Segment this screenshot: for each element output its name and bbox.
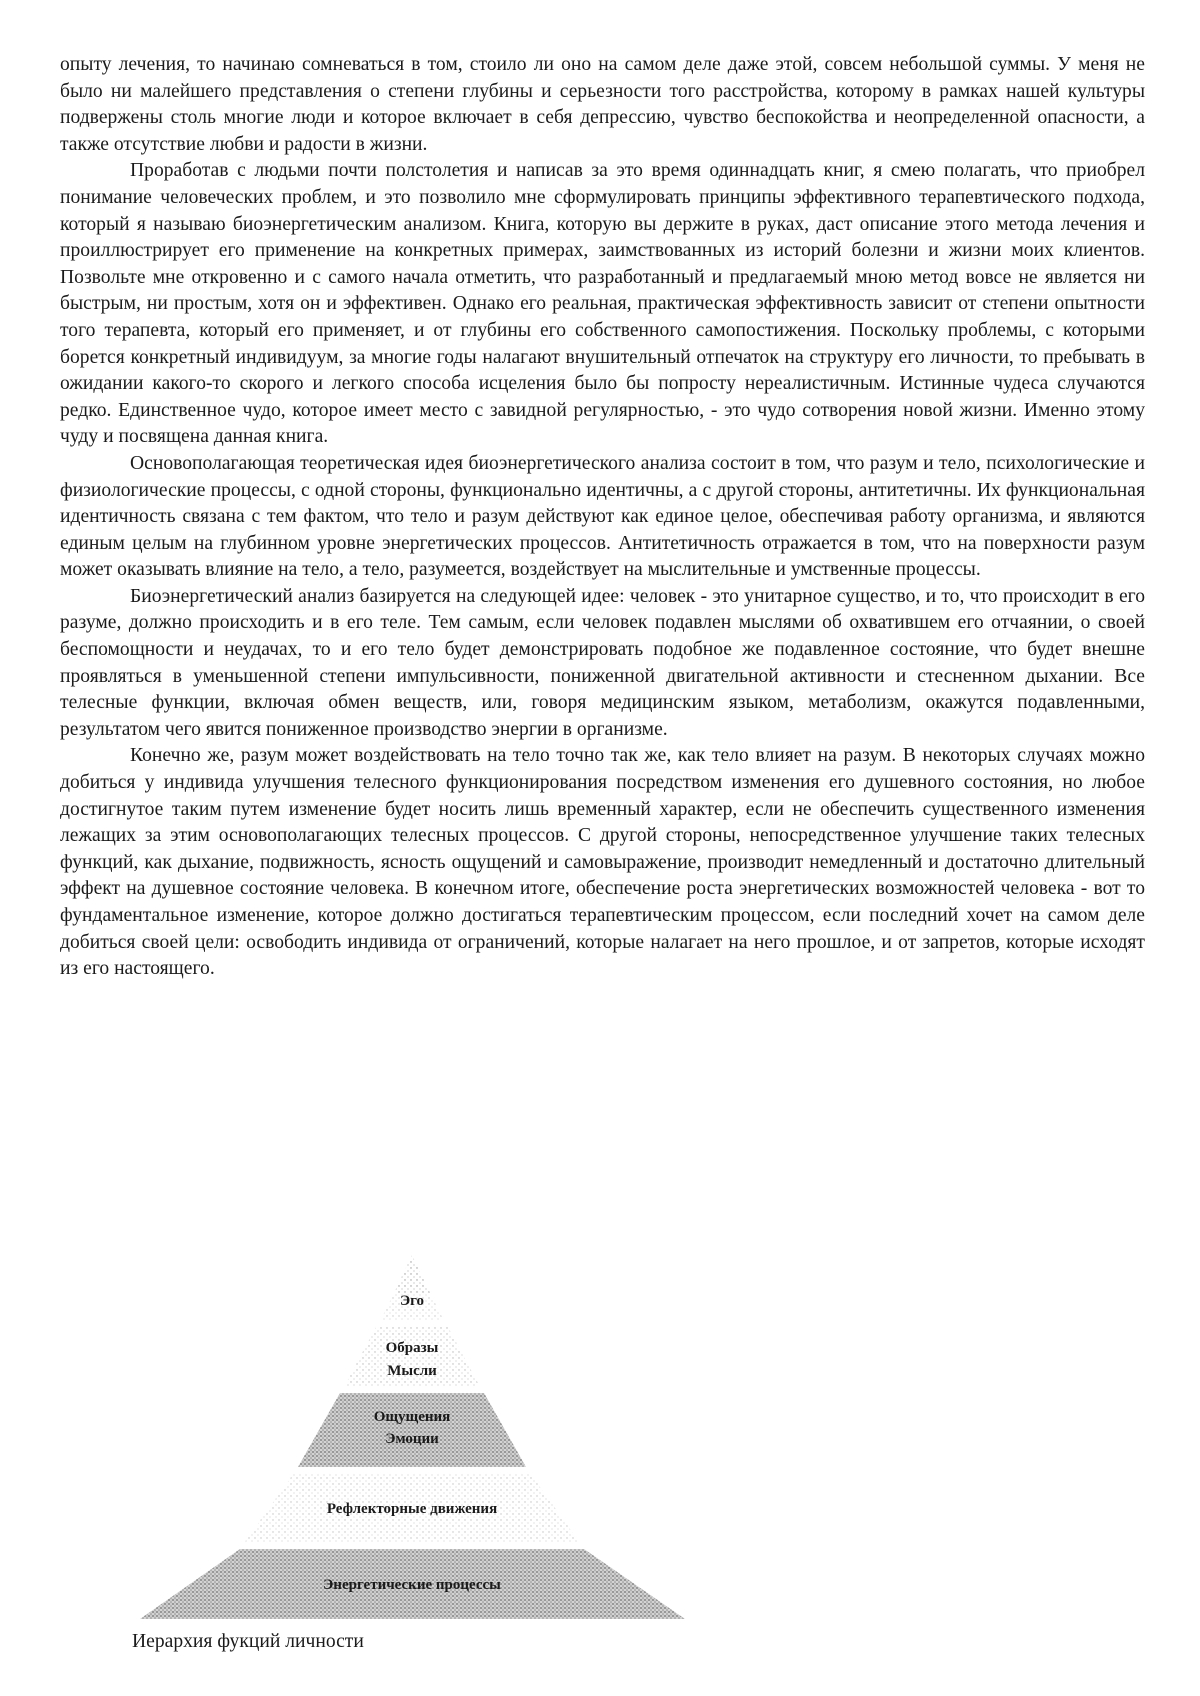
pyramid-figure	[140, 1255, 685, 1625]
pyramid-label-sensations: Ощущения	[373, 1409, 451, 1425]
pyramid-diagram	[140, 1255, 685, 1625]
pyramid-tier-feelings	[298, 1393, 526, 1467]
pyramid-label-emotions: Эмоции	[385, 1431, 439, 1447]
paragraph-unitary-being: Биоэнергетический анализ базируется на следующей идее: человек - это унитарное существо, и то, что происходит в его разуме, должно происходить и в его теле. Тем самым, если человек подавлен мыслями об охватившем его отчаянии, о своей беспомощности и неудачах, то и его тело будет демонстрировать подобное же подавленное состояние, что будет внешне проявляться в уменьшенной степени импульсивности, пониженной двигательной активности и стесненном дыхании. Все телесные функции, включая обмен веществ, или, говоря медицинским языком, метаболизм, окажутся подавленными, результатом чего явится пониженное производство энергии в организме.	[60, 585, 1145, 740]
pyramid-label-thoughts: Мысли	[387, 1363, 437, 1379]
paragraph-theory: Основополагающая теоретическая идея биоэнергетического анализа состоит в том, что разум и тело, психологические и физиологические процессы, с одной стороны, функционально идентичны, а с другой стороны, антитетичны. Их функциональная идентичность связана с тем фактом, что тело и разум действуют как единое целое, обеспечивая работу организма, и являются единым целым на глубинном уровне энергетических процессов. Антитетичность отражается в том, что на поверхности разум может оказывать влияние на тело, а тело, разумеется, воздействует на мыслительные и умственные процессы.	[60, 452, 1145, 581]
figure-caption: Иерархия фукций личности	[132, 1631, 364, 1652]
paragraph-method: Проработав с людьми почти полстолетия и написав за это время одиннадцать книг, я смею полагать, что приобрел понимание человеческих проблем, и это позволило мне сформулировать принципы эффективного терапевтического подхода, который я называю биоэнергетическим анализом. Книга, которую вы держите в руках, даст описание этого метода лечения и проиллюстрирует его применение на конкретных примерах, заимствованных из историй болезни и жизни моих клиентов. Позвольте мне откровенно и с самого начала отметить, что разработанный и предлагаемый мною метод вовсе не является ни быстрым, ни простым, хотя он и эффективен. Однако его реальная, практическая эффективность зависит от степени опытности того терапевта, который его применяет, и от глубины его собственного самопостижения. Поскольку проблемы, с которыми борется конкретный индивидуум, за многие годы налагают внушительный отпечаток на структуру его личности, то пребывать в ожидании какого-то скорого и легкого способа исцеления было бы попросту нереалистичным. Истинные чудеса случаются редко. Единственное чудо, которое имеет место с завидной регулярностью, - это чудо сотворения новой жизни. Именно этому чуду и посвящена данная книга.	[60, 160, 1145, 448]
paragraph-continuation: опыту лечения, то начинаю сомневаться в том, стоило ли оно на самом деле даже этой, совсем небольшой суммы. У меня не было ни малейшего представления о степени глубины и серьезности того расстройства, которому в рамках нашей культуры подвержены столь многие люди и которое включает в себя депрессию, чувство беспокойства и неопределенной опасности, а также отсутствие любви и радости в жизни.	[60, 54, 1145, 155]
pyramid-label-energy: Энергетические процессы	[323, 1577, 501, 1593]
pyramid-label-ego: Эго	[399, 1293, 425, 1309]
pyramid-label-reflexes: Рефлекторные движения	[326, 1501, 498, 1517]
pyramid-tier-ego	[394, 1255, 430, 1293]
body-text	[60, 52, 1145, 983]
paragraph-mind-body: Конечно же, разум может воздействовать на тело точно так же, как тело влияет на разум. В некоторых случаях можно добиться у индивида улучшения телесного функционирования посредством изменения его душевного состояния, но любое достигнутое таким путем изменение будет носить лишь временный характер, если не обеспечить существенного изменения лежащих за этим основополагающих телесных процессов. С другой стороны, непосредственное улучшение таких телесных функций, как дыхание, подвижность, ясность ощущений и самовыражение, производит немедленный и достаточно длительный эффект на душевное состояние человека. В конечном итоге, обеспечение роста энергетических возможностей человека - вот то фундаментальное изменение, которое должно достигаться терапевтическим процессом, если последний хочет на самом деле добиться своей цели: освободить индивида от ограничений, которые налагает на него прошлое, и от запретов, которые исходят из его настоящего.	[60, 745, 1145, 980]
pyramid-label-images: Образы	[385, 1340, 439, 1356]
